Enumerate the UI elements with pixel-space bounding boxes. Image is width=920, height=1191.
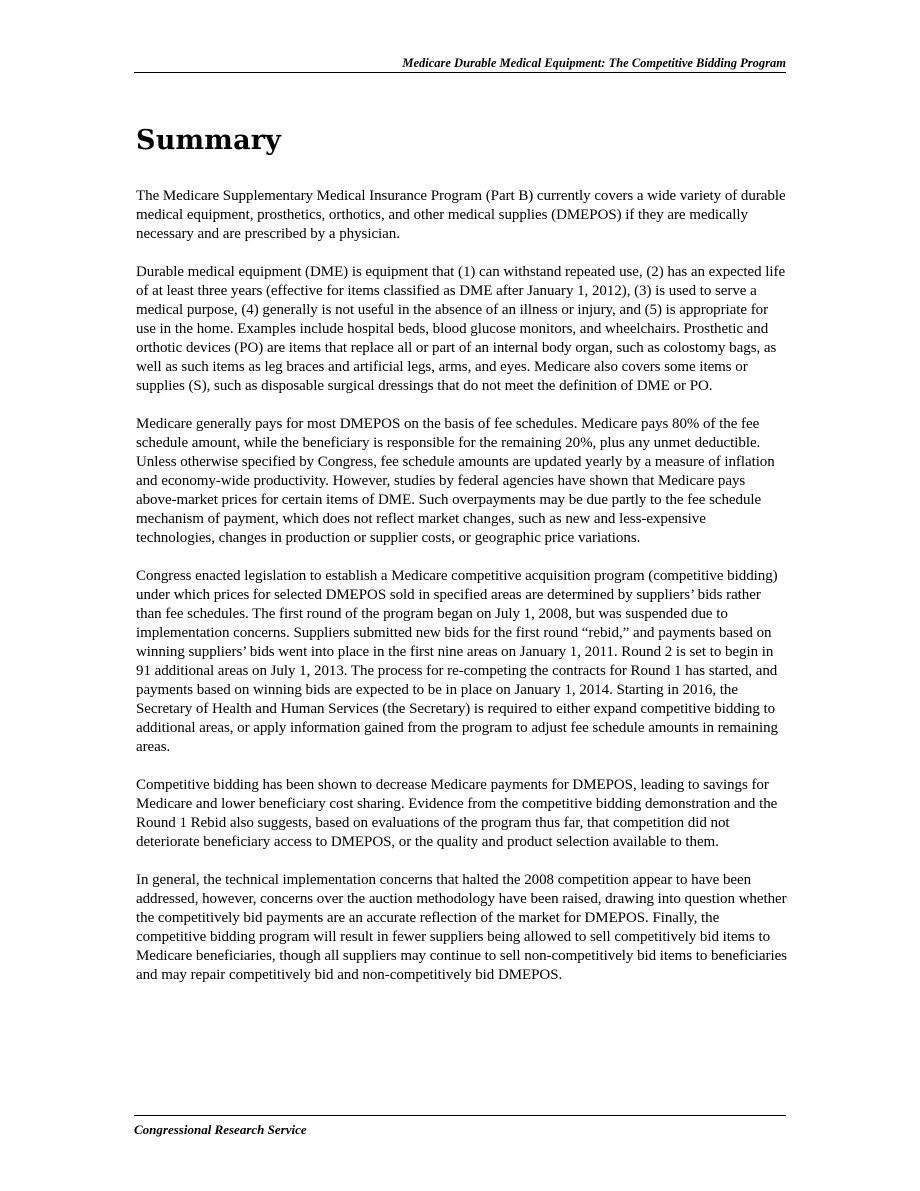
paragraph-concerns: In general, the technical implementation concerns that halted the 2008 competition appear to have been addressed, however, concerns over the auction methodology have been raised, drawing into question whether the competitively bid payments are an accurate reflection of the market for DMEPOS. Finally, the competitive bidding program will result in fewer suppliers being allowed to sell competitively bid items to Medicare beneficiaries, though all suppliers may continue to sell non-competitively bid items to beneficiaries and may repair competitively bid and non-competitively bid DMEPOS. (136, 872, 787, 983)
section-title: Summary (136, 125, 282, 156)
paragraph-dme-definition: Durable medical equipment (DME) is equipment that (1) can withstand repeated use, (2) has an expected life of at least three years (effective for items classified as DME after January 1, 2012), (3) is used to serve a medical purpose, (4) generally is not useful in the absence of an illness or injury, and (5) is appropriate for use in the home. Examples include hospital beds, blood glucose monitors, and wheelchairs. Prosthetic and orthotic devices (PO) are items that replace all or part of an internal body organ, such as colostomy bags, as well as such items as leg braces and artificial legs, arms, and eyes. Medicare also covers some items or supplies (S), such as disposable surgical dressings that do not meet the definition of DME or PO. (136, 264, 786, 394)
paragraph-savings: Competitive bidding has been shown to decrease Medicare payments for DMEPOS, leading to savings for Medicare and lower beneficiary cost sharing. Evidence from the competitive bidding demonstration and the Round 1 Rebid also suggests, based on evaluations of the program thus far, that competition did not deteriorate beneficiary access to DMEPOS, or the quality and product selection available to them. (136, 777, 778, 850)
page-footer: Congressional Research Service (134, 1115, 786, 1138)
running-header: Medicare Durable Medical Equipment: The Competitive Bidding Program (134, 54, 786, 73)
paragraph-intro: The Medicare Supplementary Medical Insurance Program (Part B) currently covers a wide variety of durable medical equipment, prosthetics, orthotics, and other medical supplies (DMEPOS) if they are medically necessary and are prescribed by a physician. (136, 188, 786, 242)
paragraph-fee-schedules: Medicare generally pays for most DMEPOS on the basis of fee schedules. Medicare pays 80% of the fee schedule amount, while the beneficiary is responsible for the remaining 20%, plus any unmet deductible. Unless otherwise specified by Congress, fee schedule amounts are updated yearly by a measure of inflation and economy-wide productivity. However, studies by federal agencies have shown that Medicare pays above-market prices for certain items of DME. Such overpayments may be due partly to the fee schedule mechanism of payment, which does not reflect market changes, such as new and less-expensive technologies, changes in production or supplier costs, or geographic price variations. (136, 416, 775, 546)
summary-section (136, 124, 788, 1004)
paragraph-competitive-bidding: Congress enacted legislation to establish a Medicare competitive acquisition program (competitive bidding) under which prices for selected DMEPOS sold in specified areas are determined by suppliers’ bids rather than fee schedules. The first round of the program began on July 1, 2008, but was suspended due to implementation concerns. Suppliers submitted new bids for the first round “rebid,” and payments based on winning suppliers’ bids went into place in the first nine areas on January 1, 2011. Round 2 is set to begin in 91 additional areas on July 1, 2013. The process for re-competing the contracts for Round 1 has started, and payments based on winning bids are expected to be in place on January 1, 2014. Starting in 2016, the Secretary of Health and Human Services (the Secretary) is required to either expand competitive bidding to additional areas, or apply information gained from the program to adjust fee schedule amounts in remaining areas. (136, 568, 779, 755)
